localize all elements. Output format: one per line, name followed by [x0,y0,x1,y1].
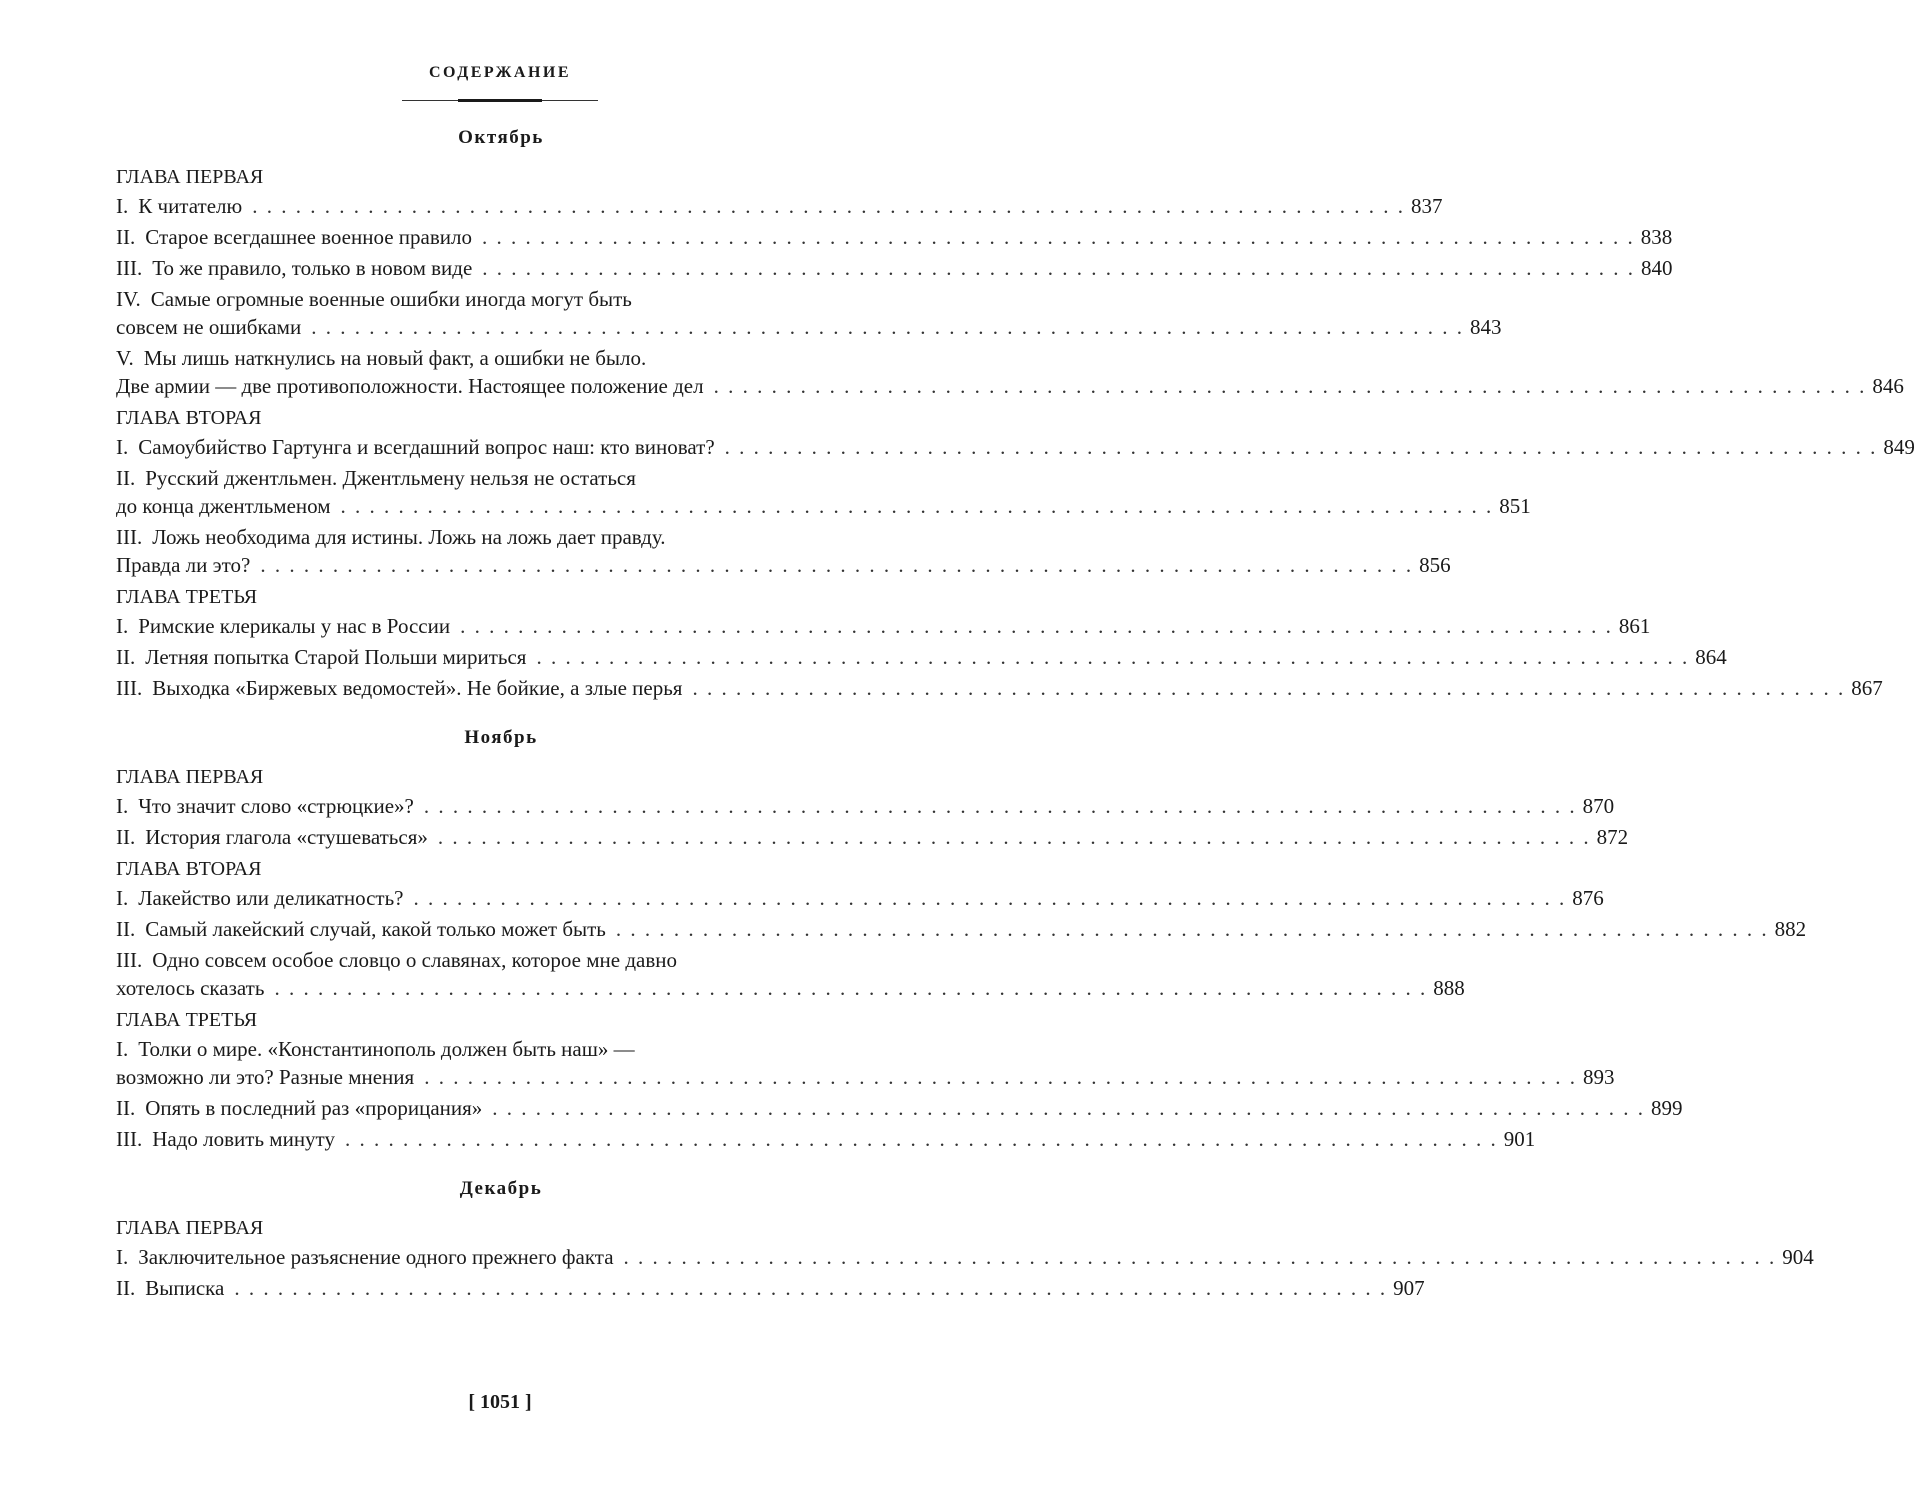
entry-line [116,1063,1615,1091]
leader-dots: . . . . . . . . . . . . . . . . . . . . . . . . . . . . . . . . . . . . . . . . . . . . . . . . . . . . . . . . . . . . . . . . . . . . . . . . . . . . . . . . [437,825,1591,849]
entry-title: Ложь необходима для истины. Ложь на ложь дает правду. [152,525,666,549]
entry-lead [116,612,450,640]
entry-page: 882 [1774,917,1807,941]
entry-number: I. [116,1037,129,1061]
entry-lead [116,643,526,671]
page-number: [ 1051 ] [468,1391,532,1413]
entry-lead [116,254,472,282]
entry-page: 843 [1469,315,1502,339]
entry-page: 856 [1419,553,1451,577]
month-section [116,126,1915,702]
entry-title: возможно ли это? Разные мнения [116,1065,415,1089]
entry-number: II. [116,225,136,249]
entry-line [116,192,1443,220]
entry-line [116,464,886,492]
month-title: Декабрь [459,1178,543,1199]
leader-dots: . . . . . . . . . . . . . . . . . . . . . . . . . . . . . . . . . . . . . . . . . . . . . . . . . . . . . . . . . . . . . . . . . . . . . . . . . . . . . . . . [274,976,1428,1000]
entry-title: Что значит слово «стрюцкие»? [138,794,414,818]
entry-lead [116,1274,224,1302]
entry-page: 872 [1596,825,1629,849]
toc-entry[interactable] [116,523,1451,579]
entry-line [116,285,886,313]
leader-dots: . . . . . . . . . . . . . . . . . . . . . . . . . . . . . . . . . . . . . . . . . . . . . . . . . . . . . . . . . . . . . . . . . . . . . . . . . . . . . . . . [481,225,1635,249]
entry-line [116,313,1502,341]
chapter-heading: ГЛАВА ТРЕТЬЯ [116,1009,258,1031]
leader-dots: . . . . . . . . . . . . . . . . . . . . . . . . . . . . . . . . . . . . . . . . . . . . . . . . . . . . . . . . . . . . . . . . . . . . . . . . . . . . . . . . [615,917,1769,941]
entry-lead [116,1063,414,1091]
entry-title: Самые огромные военные ошибки иногда могут быть [150,287,632,311]
entry-title: Самоубийство Гартунга и всегдашний вопрос наш: кто виноват? [138,435,715,459]
entry-number: II. [116,1096,136,1120]
entry-line [116,1243,1814,1271]
entry-line [116,344,886,372]
toc-entry[interactable] [116,1094,1683,1122]
leader-dots: . . . . . . . . . . . . . . . . . . . . . . . . . . . . . . . . . . . . . . . . . . . . . . . . . . . . . . . . . . . . . . . . . . . . . . . . . . . . . . . . [234,1276,1388,1300]
entry-number: I. [116,614,129,638]
leader-dots: . . . . . . . . . . . . . . . . . . . . . . . . . . . . . . . . . . . . . . . . . . . . . . . . . . . . . . . . . . . . . . . . . . . . . . . . . . . . . . . . [623,1245,1777,1269]
entry-number: III. [116,525,143,549]
entry-number: III. [116,1127,143,1151]
entry-title: до конца джентльменом [116,494,331,518]
entry-title: Опять в последний раз «прорицания» [145,1096,483,1120]
entry-line [116,946,886,974]
entry-title: Лакейство или деликатность? [138,886,404,910]
entry-title: Толки о мире. «Константинополь должен быть наш» — [138,1037,635,1061]
leader-dots: . . . . . . . . . . . . . . . . . . . . . . . . . . . . . . . . . . . . . . . . . . . . . . . . . . . . . . . . . . . . . . . . . . . . . . . . . . . . . . . . [713,374,1867,398]
leader-dots: . . . . . . . . . . . . . . . . . . . . . . . . . . . . . . . . . . . . . . . . . . . . . . . . . . . . . . . . . . . . . . . . . . . . . . . . . . . . . . . . [260,553,1414,577]
entry-lead [116,551,250,579]
entry-title: Русский джентльмен. Джентльмену нельзя не остаться [145,466,636,490]
entry-page: 901 [1503,1127,1536,1151]
entry-page: 907 [1393,1276,1425,1300]
entry-number: III. [116,256,143,280]
entry-number: II. [116,645,136,669]
entry-number: II. [116,1276,136,1300]
entry-lead [116,974,264,1002]
chapter-heading: ГЛАВА ПЕРВАЯ [116,766,264,788]
entry-number: III. [116,676,143,700]
month-section [116,726,1807,1153]
entry-line [116,612,1651,640]
entry-number: IV. [116,287,141,311]
entry-page: 849 [1883,435,1915,459]
toc-entry[interactable] [116,612,1651,640]
entry-lead [116,433,715,461]
entry-page: 904 [1782,1245,1814,1269]
entry-page: 893 [1582,1065,1615,1089]
entry-line [116,372,1904,400]
toc-entry[interactable] [116,915,1807,943]
entry-page: 870 [1582,794,1615,818]
toc-entry[interactable] [116,464,1531,520]
entry-line [116,1094,1683,1122]
leader-dots: . . . . . . . . . . . . . . . . . . . . . . . . . . . . . . . . . . . . . . . . . . . . . . . . . . . . . . . . . . . . . . . . . . . . . . . . . . . . . . . . [423,794,1577,818]
toc-entry[interactable] [116,285,1502,341]
entry-page: 876 [1572,886,1604,910]
entry-page: 851 [1499,494,1531,518]
entry-line [116,254,1673,282]
entry-line [116,643,1727,671]
entry-line [116,223,1673,251]
entry-title: Две армии — две противоположности. Настоящее положение дел [116,374,704,398]
entry-lead [116,223,472,251]
entry-title: Надо ловить минуту [152,1127,335,1151]
month-title: Ноябрь [464,727,538,748]
entry-number: I. [116,1245,129,1269]
entry-title: Правда ли это? [116,553,251,577]
toc-entry[interactable] [116,792,1615,820]
entry-number: I. [116,435,129,459]
entry-lead [116,1125,335,1153]
entry-lead [116,674,682,702]
entry-line [116,551,1451,579]
entry-title: То же правило, только в новом виде [152,256,473,280]
entry-page: 837 [1410,194,1443,218]
entry-line [116,915,1807,943]
entry-title: совсем не ошибками [116,315,302,339]
entry-lead [116,372,704,400]
month-title: Октябрь [458,127,544,148]
entry-number: I. [116,194,129,218]
entry-title: Заключительное разъяснение одного прежнего факта [138,1245,614,1269]
toc-entry[interactable] [116,433,1915,461]
entry-page: 899 [1651,1096,1683,1120]
toc-entry[interactable] [116,1035,1615,1091]
leader-dots: . . . . . . . . . . . . . . . . . . . . . . . . . . . . . . . . . . . . . . . . . . . . . . . . . . . . . . . . . . . . . . . . . . . . . . . . . . . . . . . . [460,614,1613,638]
month-section [116,1177,1814,1302]
entry-line [116,823,1629,851]
leader-dots: . . . . . . . . . . . . . . . . . . . . . . . . . . . . . . . . . . . . . . . . . . . . . . . . . . . . . . . . . . . . . . . . . . . . . . . . . . . . . . . . [344,1127,1498,1151]
leader-dots: . . . . . . . . . . . . . . . . . . . . . . . . . . . . . . . . . . . . . . . . . . . . . . . . . . . . . . . . . . . . . . . . . . . . . . . . . . . . . . . . [492,1096,1646,1120]
entry-number: II. [116,917,136,941]
toc-entry[interactable] [116,1243,1814,1271]
chapter-heading: ГЛАВА ВТОРАЯ [116,858,262,880]
entry-line [116,492,1531,520]
leader-dots: . . . . . . . . . . . . . . . . . . . . . . . . . . . . . . . . . . . . . . . . . . . . . . . . . . . . . . . . . . . . . . . . . . . . . . . . . . . . . . . . [424,1065,1577,1089]
toc-entry[interactable] [116,643,1727,671]
entry-page: 888 [1433,976,1465,1000]
toc-entry[interactable] [116,946,1465,1002]
entry-line [116,523,886,551]
leader-dots: . . . . . . . . . . . . . . . . . . . . . . . . . . . . . . . . . . . . . . . . . . . . . . . . . . . . . . . . . . . . . . . . . . . . . . . . . . . . . . . . [724,435,1878,459]
entry-title: Самый лакейский случай, какой только может быть [145,917,606,941]
toc-entry[interactable] [116,674,1883,702]
running-head: СОДЕРЖАНИЕ [428,64,572,81]
entry-lead [116,915,606,943]
entry-lead [116,823,428,851]
entry-line [116,1125,1536,1153]
toc-entry[interactable] [116,823,1629,851]
toc-entry[interactable] [116,254,1673,282]
entry-title: Одно совсем особое словцо о славянах, которое мне давно [152,948,677,972]
chapter-heading: ГЛАВА ПЕРВАЯ [116,166,264,188]
toc-entry[interactable] [116,884,1604,912]
entry-line [116,884,1604,912]
entry-title: хотелось сказать [116,976,265,1000]
entry-number: I. [116,886,129,910]
entry-line [116,974,1465,1002]
entry-line [116,1035,886,1063]
entry-number: V. [116,346,134,370]
leader-dots: . . . . . . . . . . . . . . . . . . . . . . . . . . . . . . . . . . . . . . . . . . . . . . . . . . . . . . . . . . . . . . . . . . . . . . . . . . . . . . . . [252,194,1405,218]
toc-entry[interactable] [116,344,1904,400]
entry-title: Мы лишь наткнулись на новый факт, а ошибки не было. [143,346,647,370]
entry-title: История глагола «стушеваться» [145,825,428,849]
entry-page: 861 [1618,614,1651,638]
entry-line [116,674,1883,702]
entry-lead [116,1094,482,1122]
chapter-heading: ГЛАВА ТРЕТЬЯ [116,586,258,608]
entry-lead [116,792,414,820]
entry-title: Летняя попытка Старой Польши мириться [145,645,527,669]
entry-page: 846 [1872,374,1904,398]
entry-number: II. [116,466,136,490]
leader-dots: . . . . . . . . . . . . . . . . . . . . . . . . . . . . . . . . . . . . . . . . . . . . . . . . . . . . . . . . . . . . . . . . . . . . . . . . . . . . . . . . [340,494,1494,518]
entry-number: I. [116,794,129,818]
entry-page: 864 [1695,645,1727,669]
entry-page: 840 [1641,256,1673,280]
entry-line [116,792,1615,820]
toc-entry[interactable] [116,1274,1425,1302]
leader-dots: . . . . . . . . . . . . . . . . . . . . . . . . . . . . . . . . . . . . . . . . . . . . . . . . . . . . . . . . . . . . . . . . . . . . . . . . . . . . . . . . [311,315,1464,339]
toc-entry[interactable] [116,192,1443,220]
leader-dots: . . . . . . . . . . . . . . . . . . . . . . . . . . . . . . . . . . . . . . . . . . . . . . . . . . . . . . . . . . . . . . . . . . . . . . . . . . . . . . . . [536,645,1690,669]
entry-line [116,1274,1425,1302]
entry-page: 838 [1640,225,1673,249]
table-of-contents [116,126,1915,1305]
entry-lead [116,313,301,341]
entry-lead [116,192,242,220]
entry-title: Римские клерикалы у нас в России [138,614,451,638]
entry-number: III. [116,948,143,972]
leader-dots: . . . . . . . . . . . . . . . . . . . . . . . . . . . . . . . . . . . . . . . . . . . . . . . . . . . . . . . . . . . . . . . . . . . . . . . . . . . . . . . . [692,676,1846,700]
entry-title: К читателю [138,194,243,218]
entry-lead [116,492,331,520]
entry-page: 867 [1851,676,1883,700]
leader-dots: . . . . . . . . . . . . . . . . . . . . . . . . . . . . . . . . . . . . . . . . . . . . . . . . . . . . . . . . . . . . . . . . . . . . . . . . . . . . . . . . [482,256,1636,280]
entry-lead [116,1243,614,1271]
entry-title: Старое всегдашнее военное правило [145,225,472,249]
entry-number: II. [116,825,136,849]
toc-entry[interactable] [116,223,1673,251]
chapter-heading: ГЛАВА ВТОРАЯ [116,407,262,429]
entry-line [116,433,1915,461]
toc-entry[interactable] [116,1125,1536,1153]
leader-dots: . . . . . . . . . . . . . . . . . . . . . . . . . . . . . . . . . . . . . . . . . . . . . . . . . . . . . . . . . . . . . . . . . . . . . . . . . . . . . . . . [413,886,1567,910]
entry-title: Выписка [145,1276,225,1300]
entry-lead [116,884,404,912]
chapter-heading: ГЛАВА ПЕРВАЯ [116,1217,264,1239]
running-head-rule-accent [458,99,542,102]
entry-title: Выходка «Биржевых ведомостей». Не бойкие, а злые перья [152,676,683,700]
